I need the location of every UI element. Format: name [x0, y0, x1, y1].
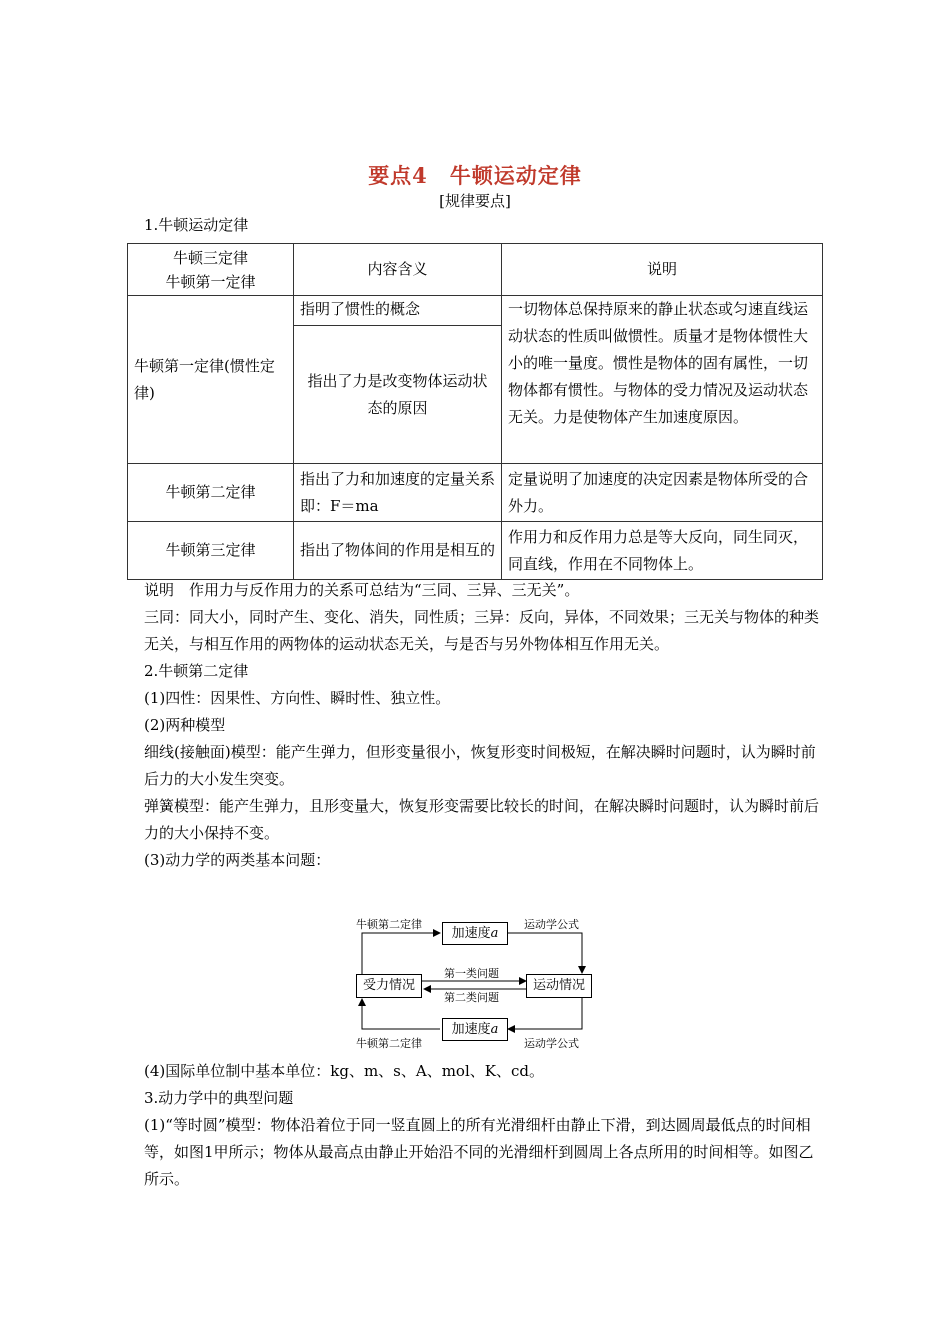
- diagram-label-top-right: 运动学公式: [524, 918, 579, 931]
- paragraph: 说明 作用力与反作用力的关系可总结为“三同、三异、三无关”。: [144, 581, 580, 599]
- table-header-content: 内容含义: [294, 244, 502, 296]
- law3-content: 指出了物体间的作用是相互的: [294, 522, 502, 580]
- page-subtitle: [规律要点]: [439, 192, 511, 210]
- law2-note: 定量说明了加速度的决定因素是物体所受的合外力。: [502, 464, 823, 522]
- dynamics-problem-diagram: [352, 917, 592, 1052]
- diagram-label-problem-1: 第一类问题: [444, 967, 499, 980]
- law3-note: 作用力和反作用力总是等大反向，同生同灭，同直线，作用在不同物体上。: [502, 522, 823, 580]
- law1-name: 牛顿第一定律(惯性定 律): [128, 296, 294, 464]
- diagram-label-bottom-right: 运动学公式: [524, 1037, 579, 1050]
- paragraph: (2)两种模型: [144, 716, 226, 734]
- page-title: 要点4 牛顿运动定律: [368, 163, 582, 188]
- section-heading-1: 1.牛顿运动定律: [144, 216, 249, 234]
- table-header-laws: 牛顿三定律 牛顿第一定律: [128, 244, 294, 296]
- diagram-label-top-left: 牛顿第二定律: [356, 918, 422, 931]
- law1-content1: 指明了惯性的概念: [294, 296, 502, 326]
- diagram-box-top-acceleration: 加速度a: [442, 922, 508, 945]
- paragraph: 细线(接触面)模型：能产生弹力，但形变量很小，恢复形变时间极短，在解决瞬时问题时，认为瞬时前后力的大小发生突变。: [144, 743, 816, 788]
- diagram-label-bottom-left: 牛顿第二定律: [356, 1037, 422, 1050]
- paragraph: 2.牛顿第二定律: [144, 662, 249, 680]
- body-text-1: [144, 577, 824, 874]
- body-text-2: [144, 1058, 824, 1193]
- paragraph: 3.动力学中的典型问题: [144, 1089, 294, 1107]
- law2-content: 指出了力和加速度的定量关系即：F＝ma: [294, 464, 502, 522]
- law1-content2: 指出了力是改变物体运动状态的原因: [294, 326, 502, 464]
- newton-laws-table: [127, 243, 823, 580]
- diagram-box-motion: 运动情况: [526, 974, 592, 998]
- paragraph: (1)“等时圆”模型：物体沿着位于同一竖直圆上的所有光滑细杆由静止下滑，到达圆周最低点的时间相等，如图1甲所示；物体从最高点由静止开始沿不同的光滑细杆到圆周上各点所用的时间相等。如图乙所示。: [144, 1116, 814, 1188]
- diagram-label-problem-2: 第二类问题: [444, 991, 499, 1004]
- diagram-box-force: 受力情况: [356, 974, 422, 998]
- paragraph: 弹簧模型：能产生弹力，且形变量大，恢复形变需要比较长的时间，在解决瞬时问题时，认为瞬时前后力的大小保持不变。: [144, 797, 820, 842]
- diagram-box-bottom-acceleration: 加速度a: [442, 1018, 508, 1041]
- paragraph: (4)国际单位制中基本单位：kg、m、s、A、mol、K、cd。: [144, 1062, 544, 1080]
- paragraph: (3)动力学的两类基本问题：: [144, 851, 331, 869]
- paragraph: (1)四性：因果性、方向性、瞬时性、独立性。: [144, 689, 451, 707]
- table-header-notes: 说明: [502, 244, 823, 296]
- paragraph: 三同：同大小，同时产生、变化、消失，同性质；三异：反向，异体，不同效果；三无关与物体的种类无关，与相互作用的两物体的运动状态无关，与是否与另外物体相互作用无关。: [144, 608, 820, 653]
- law3-name: 牛顿第三定律: [128, 522, 294, 580]
- law2-name: 牛顿第二定律: [128, 464, 294, 522]
- law1-note: 一切物体总保持原来的静止状态或匀速直线运动状态的性质叫做惯性。质量才是物体惯性大小的唯一量度。惯性是物体的固有属性，一切物体都有惯性。与物体的受力情况及运动状态无关。力是使物体产生加速度原因。: [502, 296, 823, 464]
